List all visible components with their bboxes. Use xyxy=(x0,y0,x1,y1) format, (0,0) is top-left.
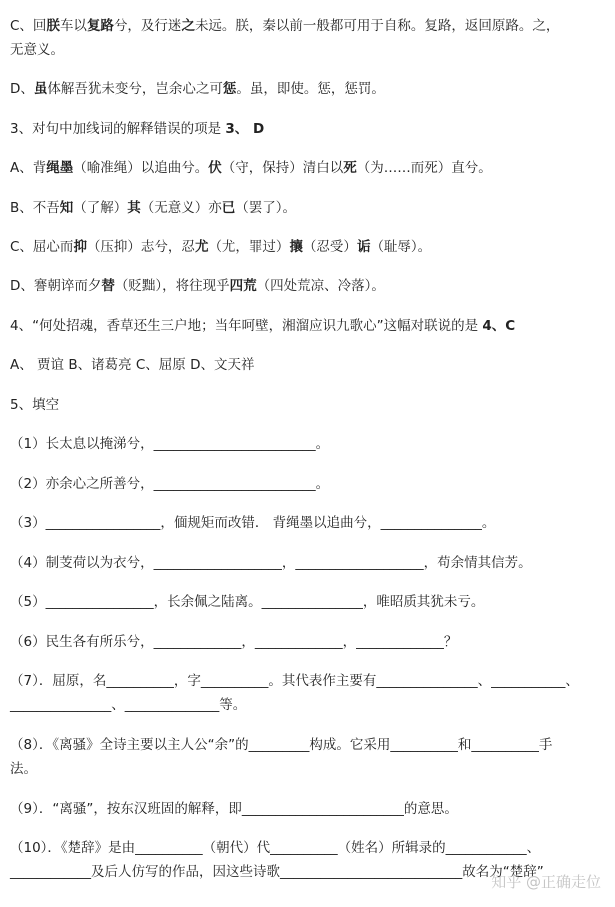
bold-text: 知 xyxy=(59,200,74,216)
text-span: B、不吾 xyxy=(10,200,60,216)
line-10 xyxy=(10,356,610,374)
line-23 xyxy=(10,839,610,857)
bold-text: 尤 xyxy=(194,239,209,255)
line-11 xyxy=(10,396,610,414)
zhihu-watermark: 知乎 @正确走位 xyxy=(491,873,601,891)
text-span: （压抑）志兮，忍 xyxy=(86,239,195,255)
text-span: （耻辱）。 xyxy=(370,239,432,255)
line-14 xyxy=(10,514,610,532)
text-span: 4、“何处招魂，香草还生三户地；当年呵壁，湘溜应识九歌心”这幅对联说的是 xyxy=(10,318,483,334)
line-15 xyxy=(10,554,610,572)
text-span: 体解吾犹未变兮，岂余心之可 xyxy=(47,81,223,97)
line-6 xyxy=(10,199,610,217)
line-16 xyxy=(10,593,610,611)
line-9 xyxy=(10,317,610,335)
text-span: （忍受） xyxy=(302,239,357,255)
text-span: _______________、______________等。 xyxy=(10,697,247,713)
text-span: （2）亦余心之所善兮，________________________。 xyxy=(10,476,330,492)
bold-text: 攘 xyxy=(289,239,303,255)
text-span: D、 xyxy=(10,81,34,97)
bold-text: 四荒 xyxy=(229,278,257,294)
line-4 xyxy=(10,120,610,138)
bold-text: 死 xyxy=(343,160,357,176)
line-2 xyxy=(10,41,610,59)
text-span: 3、对句中加线词的解释错误的项是 xyxy=(10,121,226,137)
bold-text: 诟 xyxy=(356,239,371,255)
text-span: （10）．《楚辞》是由__________（朝代）代__________（姓名）所辑录的____________、 xyxy=(10,840,541,856)
text-span: 法。 xyxy=(10,761,37,777)
text-span: 车以 xyxy=(59,18,87,34)
text-span: 。虽，即使。惩，惩罚。 xyxy=(236,81,385,97)
text-span: 兮，及行迷 xyxy=(113,18,182,34)
text-span: （9）．“离骚”，按东汉班固的解释，即________________________的意思。 xyxy=(10,801,458,817)
line-5 xyxy=(10,159,610,177)
text-span: （3）_________________，偭规矩而改错． 背绳墨以追曲兮，_______________。 xyxy=(10,515,496,531)
bold-text: 3、 D xyxy=(225,121,265,137)
text-span: （为……而死）直兮。 xyxy=(356,160,492,176)
bold-text: 虽 xyxy=(33,81,48,97)
text-span: （7）．屈原，名__________，字__________。其代表作主要有_______________、___________、 xyxy=(10,673,579,689)
bold-text: 替 xyxy=(101,278,115,294)
bold-text: 绳墨 xyxy=(46,160,74,176)
text-span: （喻准绳）以追曲兮。 xyxy=(73,160,209,176)
text-span: C、回 xyxy=(10,18,47,34)
bold-text: 之 xyxy=(181,18,195,34)
text-span: （了解） xyxy=(73,200,128,216)
line-12 xyxy=(10,435,610,453)
text-span: （守，保持）清白以 xyxy=(221,160,344,176)
text-span: A、背 xyxy=(10,160,47,176)
line-18 xyxy=(10,672,610,690)
line-3 xyxy=(10,80,610,98)
line-13 xyxy=(10,475,610,493)
text-span: 未远。朕，秦以前一般都可用于自称。复路，返回原路。之， xyxy=(194,18,560,34)
line-21 xyxy=(10,760,610,778)
bold-text: 伏 xyxy=(208,160,222,176)
text-span: （4）制芰荷以为衣兮，___________________，___________________，苟余情其信芳。 xyxy=(10,555,532,571)
bold-text: 抑 xyxy=(73,239,87,255)
text-span: 无意义。 xyxy=(10,42,64,58)
bold-text: 其 xyxy=(127,200,141,216)
text-span: （四处荒凉、冷落）。 xyxy=(256,278,385,294)
text-span: （8）．《离骚》全诗主要以主人公“余”的_________构成。它采用__________和__________手 xyxy=(10,737,553,753)
text-span: C、屈心而 xyxy=(10,239,74,255)
text-span: （无意义）亦 xyxy=(140,200,222,216)
line-22 xyxy=(10,800,610,818)
text-span: （5）________________，长余佩之陆离。_______________，唯昭质其犹未亏。 xyxy=(10,594,485,610)
line-17 xyxy=(10,633,610,651)
text-span: （尤，罪过） xyxy=(208,239,290,255)
bold-text: 朕 xyxy=(46,18,60,34)
line-20 xyxy=(10,736,610,754)
line-8 xyxy=(10,277,610,295)
text-span: A、 贾谊 B、诸葛亮 C、屈原 D、文天祥 xyxy=(10,357,255,373)
text-span: ____________及后人仿写的作品，因这些诗歌___________________________故名为“楚辞” xyxy=(10,864,544,880)
bold-text: 4、C xyxy=(482,318,516,334)
bold-text: 已 xyxy=(221,200,236,216)
text-span: （贬黜），将往现乎 xyxy=(114,278,230,294)
bold-text: 复路 xyxy=(86,18,114,34)
text-span: （罢了）。 xyxy=(235,200,297,216)
line-1 xyxy=(10,17,610,35)
text-span: 5、填空 xyxy=(10,397,60,413)
text-span: D、謇朝谇而夕 xyxy=(10,278,102,294)
bold-text: 惩 xyxy=(222,81,237,97)
line-19 xyxy=(10,696,610,714)
text-span: （6）民生各有所乐兮，_____________，_____________，_____________？ xyxy=(10,634,458,650)
text-span: （1）长太息以掩涕兮，________________________。 xyxy=(10,436,330,452)
line-7 xyxy=(10,238,610,256)
